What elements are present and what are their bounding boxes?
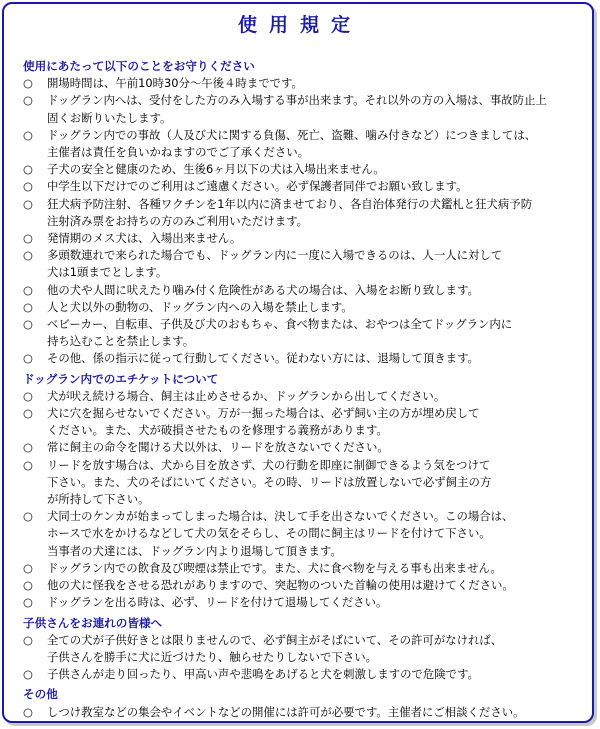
- rule-item: [23, 92, 583, 126]
- circle-bullet-icon: ○: [23, 560, 33, 575]
- circle-bullet-icon: ○: [23, 317, 33, 332]
- rule-text: 全ての犬が子供好きとは限りませんので、必ず飼主がそばにいて、その許可がなければ、 子供さんを勝手に犬に近づけたり、触らせたりしないで下さい。: [47, 632, 503, 664]
- rule-item: [23, 405, 583, 439]
- rule-text: リードを放す場合は、犬から目を放さず、犬の行動を即座に制御できるよう気をつけて 下さい。また、犬のそばにいてください。その時、リードは放置しないで必ず飼主の方 が所持して下さい。: [47, 457, 492, 507]
- circle-bullet-icon: ○: [23, 248, 33, 263]
- circle-bullet-icon: ○: [23, 457, 33, 472]
- rule-text: ドッグラン内での事故（人及び犬に関する負傷、死亡、盗難、噛み付きなど）につきましては、 主催者は責任を負いかねますのでご了承ください。: [47, 127, 537, 160]
- circle-bullet-icon: ○: [23, 179, 33, 194]
- rule-text: 他の犬や人間に吠えたり噛み付く危険性がある犬の場合は、入場をお断り致します。: [47, 282, 479, 297]
- rule-text: その他、係の指示に従って行動してください。従わない方には、退場して頂きます。: [47, 351, 479, 366]
- rule-text: 中学生以下だけでのご利用はご遠慮ください。必ず保護者同伴でお願い致します。: [47, 179, 468, 194]
- rule-item: [23, 196, 583, 230]
- rule-item: [23, 230, 583, 247]
- section-heading: ドッグラン内でのエチケットについて: [23, 371, 219, 386]
- rule-item: [23, 388, 583, 405]
- circle-bullet-icon: ○: [23, 704, 33, 719]
- rule-text: しつけ教室などの集会やイベントなどの開催には許可が必要です。主催者にご相談ください。: [47, 704, 525, 719]
- rule-item: [23, 282, 583, 299]
- rule-item: [23, 594, 583, 611]
- section-heading: 子供さんをお連れの皆様へ: [23, 615, 163, 630]
- rule-text: 子犬の安全と健康のため、生後6ヶ月以下の犬は入場出来ません。: [47, 162, 385, 177]
- circle-bullet-icon: ○: [23, 76, 33, 91]
- rule-item: [23, 178, 583, 195]
- rule-item: [23, 577, 583, 594]
- rule-item: [23, 560, 583, 577]
- rule-text: 常に飼主の命令を聞ける犬以外は、リードを放さないでください。: [47, 440, 389, 455]
- circle-bullet-icon: ○: [23, 440, 33, 455]
- rule-text: 犬に穴を掘らせないでください。万が一掘った場合は、必ず飼い主の方が埋め戻して ください。また、犬が破損させたものを修理する義務があります。: [47, 406, 480, 438]
- rule-item: [23, 127, 583, 161]
- rule-text: 開場時間は、午前10時30分～午後４時までです。: [47, 76, 303, 91]
- rule-text: 狂犬病予防注射、各種ワクチンを1年以内に済ませており、各自治体発行の犬鑑札と狂犬病予防 注射済み票をお持ちの方のみご利用いただけます。: [47, 196, 533, 228]
- circle-bullet-icon: ○: [23, 282, 33, 297]
- rule-text: ベビーカー、自転車、子供及び犬のおもちゃ、食べ物または、おやつは全てドッグラン内に 持ち込むことを禁止します。: [47, 317, 513, 349]
- rule-text: ドッグラン内での飲食及び喫煙は禁止です。また、犬に食べ物を与える事も出来ません。: [47, 560, 502, 575]
- rule-item: [23, 632, 583, 666]
- rule-text: 子供さんが走り回ったり、甲高い声や悲鳴をあげると犬を刺激しますので危険です。: [47, 667, 479, 682]
- rule-item: [23, 161, 583, 178]
- section-heading: その他: [23, 687, 58, 702]
- rule-item: [23, 75, 583, 92]
- section-heading: 使用にあたって以下のことをお守りください: [23, 59, 255, 73]
- circle-bullet-icon: ○: [23, 595, 33, 610]
- circle-bullet-icon: ○: [23, 299, 33, 314]
- rule-text: 他の犬に怪我をさせる恐れがありますので、突起物のついた首輪の使用は避けてください。: [47, 578, 514, 593]
- rule-item: [23, 457, 583, 509]
- circle-bullet-icon: ○: [23, 578, 33, 593]
- rule-text: ドッグラン内へは、受付をした方のみ入場する事が出来ます。それ以外の方の入場は、事故防止上 固くお断りいたします。: [47, 93, 547, 125]
- rule-text: 犬が吠え続ける場合、飼主は止めさせるか、ドッグランから出してください。: [47, 388, 446, 403]
- circle-bullet-icon: ○: [23, 127, 33, 142]
- rule-item: [23, 666, 583, 683]
- rule-item: [23, 247, 583, 281]
- circle-bullet-icon: ○: [23, 667, 33, 682]
- circle-bullet-icon: ○: [23, 388, 33, 403]
- circle-bullet-icon: ○: [23, 406, 33, 421]
- circle-bullet-icon: ○: [23, 231, 33, 246]
- circle-bullet-icon: ○: [23, 162, 33, 177]
- rule-item: [23, 508, 583, 560]
- circle-bullet-icon: ○: [23, 196, 33, 211]
- rule-item: [23, 350, 583, 367]
- rule-text: ドッグランを出る時は、必ず、リードを付けて退場してください。: [47, 595, 388, 610]
- rule-text: 人と犬以外の動物の、ドッグラン内への入場を禁止します。: [47, 299, 353, 314]
- rule-item: [23, 704, 583, 721]
- circle-bullet-icon: ○: [23, 509, 33, 524]
- rule-text: 犬同士のケンカが始まってしまった場合は、決して手を出さないでください。この場合は、 ホースで水をかけるなどして犬の気をそらし、その間に飼主はリードを付けて下さい。 当事者の犬達には、ドッグラン内より退場して頂きます。: [47, 509, 514, 558]
- circle-bullet-icon: ○: [23, 632, 33, 647]
- page-title: 使用規定: [237, 14, 362, 36]
- rule-item: [23, 299, 583, 316]
- rules-content: [23, 58, 583, 721]
- rule-text: 多頭数連れで来られた場合でも、ドッグラン内に一度に入場できるのは、人一人に対して 犬は1頭までとします。: [47, 248, 503, 280]
- rule-item: [23, 439, 583, 456]
- rule-text: 発情期のメス犬は、入場出来ません。: [47, 231, 242, 246]
- circle-bullet-icon: ○: [23, 351, 33, 366]
- circle-bullet-icon: ○: [23, 93, 33, 108]
- rule-item: [23, 316, 583, 350]
